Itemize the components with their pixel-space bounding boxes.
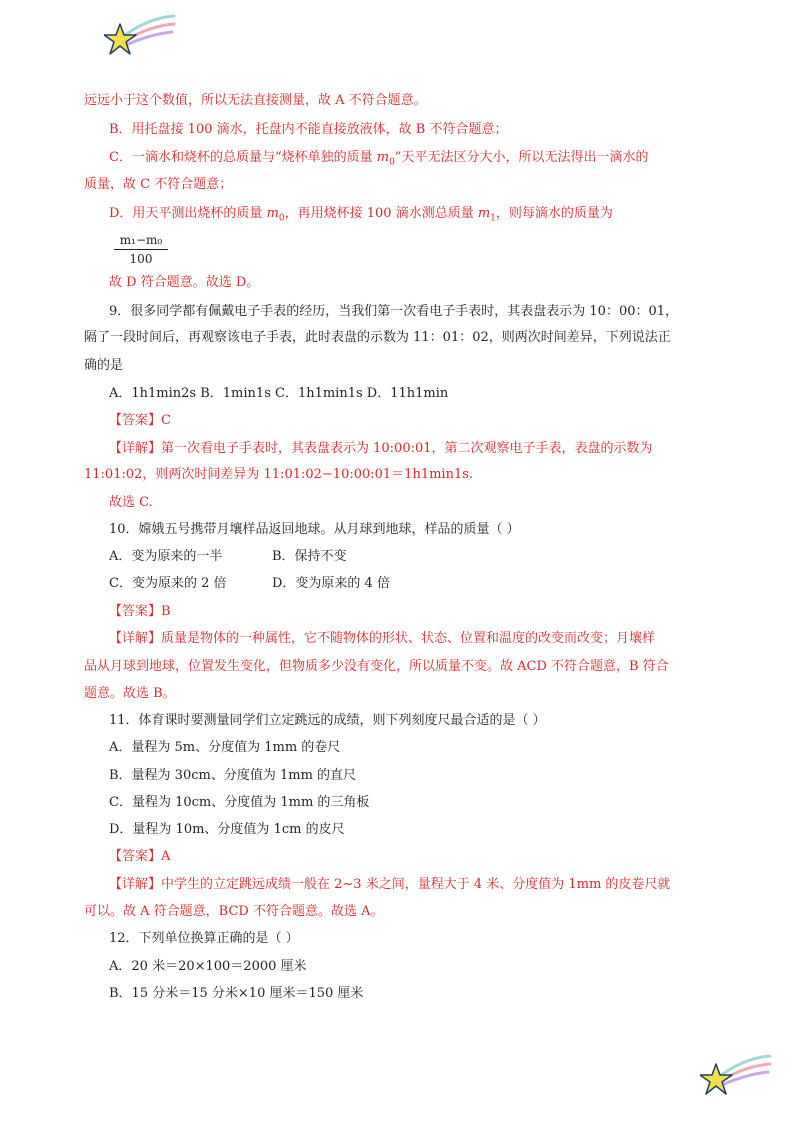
question-10-option-d: D．变为原来的 4 倍 xyxy=(272,576,390,591)
question-11-answer: 【答案】A xyxy=(109,849,171,864)
question-10-stem: 10．嫦娥五号携带月壤样品返回地球。从月球到地球，样品的质量（ ） xyxy=(109,522,520,537)
question-9-stem: 隔了一段时间后，再观察该电子手表，此时表盘的示数为 11：01：02，则两次时间差异，下列说法正 xyxy=(84,330,671,345)
text-line xyxy=(109,149,648,172)
math-sub: 0 xyxy=(389,157,395,168)
math-sub: 0 xyxy=(278,213,285,224)
question-11-explanation: 可以。故 A 符合题意，BCD 不符合题意。故选 A。 xyxy=(84,904,384,919)
question-12-stem: 12．下列单位换算正确的是（ ） xyxy=(109,931,299,946)
question-10-explanation: 品从月球到地球，位置发生变化，但物质多少没有变化，所以质量不变。故 ACD 不符合题意，B 符合 xyxy=(84,659,669,674)
question-11-option-c: C．量程为 10cm、分度值为 1mm 的三角板 xyxy=(109,795,370,810)
question-10-option-a: A．变为原来的一半 xyxy=(109,549,223,564)
math-var: m xyxy=(376,150,390,165)
question-9-explanation: 故选 C. xyxy=(109,495,153,510)
question-11-explanation: 【详解】中学生的立定跳远成绩一般在 2~3 米之间，量程大于 4 米、分度值为 1mm 的皮卷尺就 xyxy=(109,877,671,892)
question-11-option-d: D．量程为 10m、分度值为 1cm 的皮尺 xyxy=(109,822,345,837)
question-9-explanation: 11:01:02，则两次时间差异为 11:01:02−10:00:01＝1h1min1s. xyxy=(84,467,474,482)
math-var: m xyxy=(477,206,491,221)
text-line xyxy=(109,205,613,228)
question-10-answer: 【答案】B xyxy=(109,604,171,619)
text-line: 质量，故 C 不符合题意； xyxy=(84,177,233,192)
question-10-explanation: 【详解】质量是物体的一种属性，它不随物体的形状、状态、位置和温度的改变而改变；月壤样 xyxy=(109,631,656,646)
question-11-option-a: A．量程为 5m、分度值为 1mm 的卷尺 xyxy=(109,740,341,755)
question-11-stem: 11．体育课时要测量同学们立定跳远的成绩，则下列刻度尺最合适的是（ ） xyxy=(109,713,546,728)
question-9-stem: 9．很多同学都有佩戴电子手表的经历，当我们第一次看电子手表时，其表盘表示为 10：00：01， xyxy=(109,304,679,319)
shooting-star-icon xyxy=(700,1054,772,1098)
fraction xyxy=(114,233,168,266)
question-12-option-a: A．20 米＝20×100＝2000 厘米 xyxy=(109,959,307,974)
text-line: 故 D 符合题意。故选 D。 xyxy=(109,275,260,290)
math-sub: 1 xyxy=(490,213,496,224)
text-line: B．用托盘接 100 滴水，托盘内不能直接放液体，故 B 不符合题意； xyxy=(109,122,508,137)
question-9-explanation: 【详解】第一次看电子手表时，其表盘表示为 10:00:01，第二次观察电子手表，表盘的示数为 xyxy=(109,441,653,456)
math-var: m xyxy=(266,206,279,221)
question-9-stem: 确的是 xyxy=(84,358,124,373)
question-12-option-b: B．15 分米＝15 分米×10 厘米＝150 厘米 xyxy=(109,986,364,1001)
question-10-option-c: C．变为原来的 2 倍 xyxy=(109,576,227,591)
question-10-explanation: 题意。故选 B。 xyxy=(84,686,176,701)
question-10-option-b: B．保持不变 xyxy=(272,549,347,564)
shooting-star-icon xyxy=(104,14,176,58)
text-segment: ，再用烧杯接 100 滴水测总质量 xyxy=(284,206,478,221)
text-segment: C．一滴水和烧杯的总质量与“烧杯单独的质量 xyxy=(109,150,377,165)
fraction-numerator: m₁−m₀ xyxy=(114,233,168,250)
question-11-option-b: B．量程为 30cm、分度值为 1mm 的直尺 xyxy=(109,768,357,783)
text-line: 远远小于这个数值，所以无法直接测量，故 A 不符合题意。 xyxy=(84,93,427,108)
question-9-answer: 【答案】C xyxy=(109,413,171,428)
text-segment: D．用天平测出烧杯的质量 xyxy=(109,206,267,221)
question-9-options: A．1h1min2s B．1min1s C．1h1min1s D．11h1min xyxy=(109,386,449,401)
text-segment: ，则每滴水的质量为 xyxy=(495,206,613,221)
fraction-denominator: 100 xyxy=(129,252,153,266)
text-segment: ”天平无法区分大小，所以无法得出一滴水的 xyxy=(394,150,649,165)
